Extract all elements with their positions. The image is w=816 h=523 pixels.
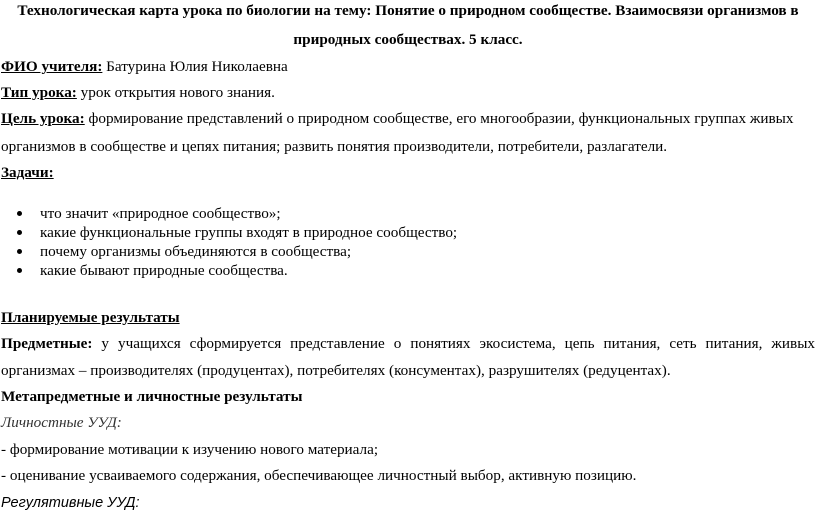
lesson-type-label: Тип урока:	[1, 84, 77, 101]
subject-results-line-2: организмах – производителях (продуцентах), потребителях (консументах), разрушителях (редуцентах).	[1, 362, 671, 379]
goal-line-2: организмов в сообществе и цепях питания; развить понятия производители, потребители, разлагатели.	[1, 138, 668, 155]
list-item: какие бывают природные сообщества.	[0, 261, 457, 280]
subject-results-line-1	[1, 335, 815, 353]
document-title-line-2: природных сообществах. 5 класс.	[293, 31, 523, 48]
teacher-value: Батурина Юлия Николаевна	[102, 58, 288, 75]
subject-results-text-1: у учащихся сформируется представление о понятиях экосистема, цепь питания, сеть питания, живых	[92, 335, 815, 352]
meta-results-heading: Метапредметные и личностные результаты	[1, 388, 303, 405]
document-title-line-1: Технологическая карта урока по биологии на тему: Понятие о природном сообществе. Взаимосвязи организмов в	[17, 2, 799, 19]
personal-uud-item-1: - формирование мотивации к изучению нового материала;	[1, 441, 379, 458]
lesson-type-value: урок открытия нового знания.	[76, 84, 275, 101]
planned-results-heading: Планируемые результаты	[1, 309, 180, 326]
subject-results-label: Предметные:	[1, 335, 93, 352]
list-item: что значит «природное сообщество»;	[0, 204, 457, 223]
tasks-list	[0, 204, 457, 280]
list-item: какие функциональные группы входят в природное сообщество;	[0, 223, 457, 242]
personal-uud-heading: Личностные УУД:	[1, 414, 122, 431]
teacher-label: ФИО учителя:	[1, 58, 103, 75]
teacher-line	[1, 58, 815, 76]
tasks-heading: Задачи:	[1, 164, 54, 181]
bullet-icon	[17, 249, 22, 254]
bullet-icon	[17, 230, 22, 235]
bullet-icon	[17, 211, 22, 216]
goal-line-1	[1, 110, 815, 128]
list-item: почему организмы объединяются в сообщества;	[0, 242, 457, 261]
goal-label: Цель урока:	[1, 110, 85, 127]
bullet-icon	[17, 268, 22, 273]
regulatory-uud-heading: Регулятивные УУД:	[1, 495, 140, 511]
lesson-type-line	[1, 84, 815, 102]
goal-text-1: формирование представлений о природном сообществе, его многообразии, функциональных группах живых	[84, 110, 794, 127]
personal-uud-item-2: - оценивание усваиваемого содержания, обеспечивающее личностный выбор, активную позицию.	[1, 467, 637, 484]
